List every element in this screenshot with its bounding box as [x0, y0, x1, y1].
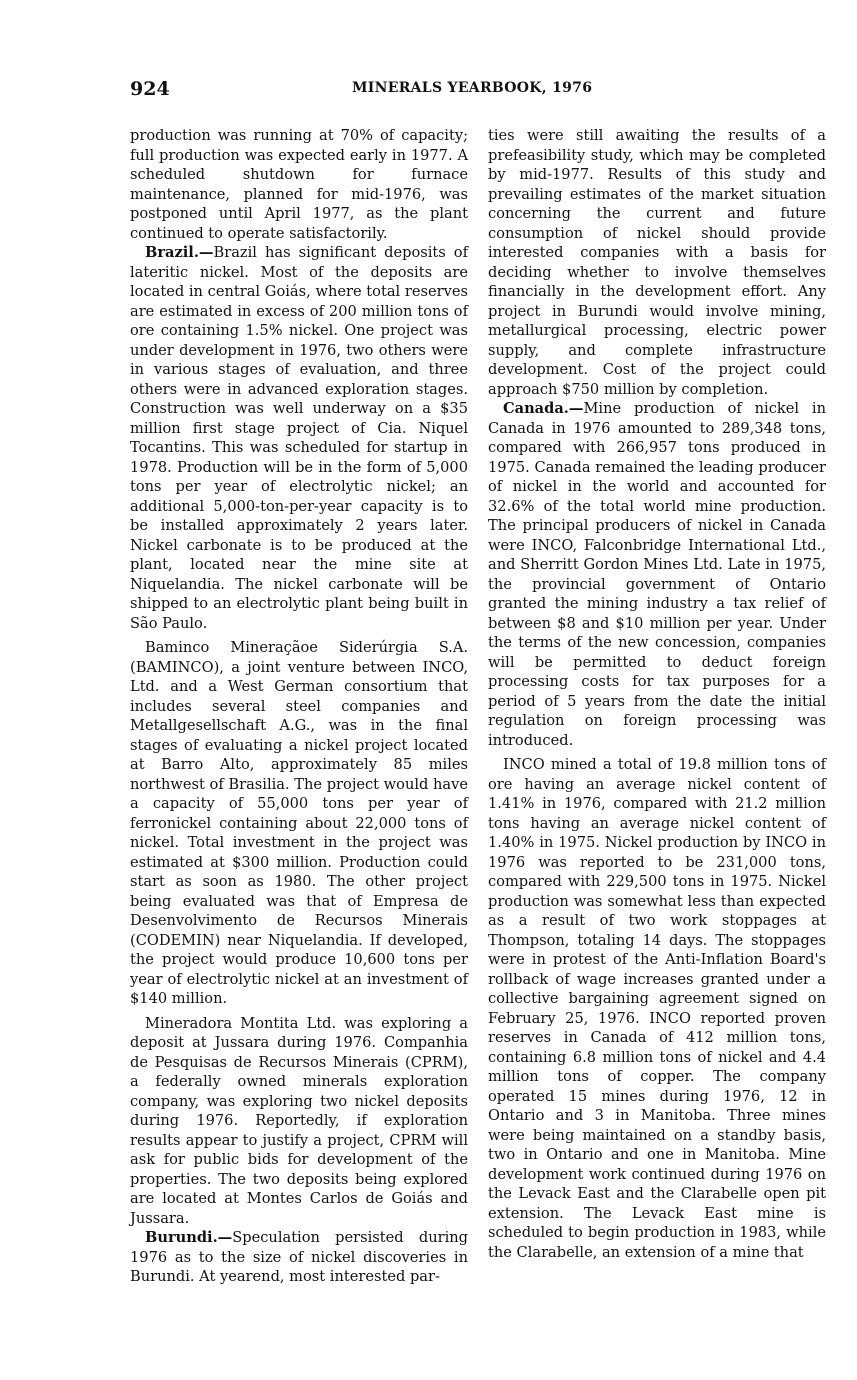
section-heading-brazil: Brazil.—	[145, 244, 214, 261]
paragraph-canada	[488, 399, 826, 750]
right-column	[488, 126, 826, 1262]
left-column	[130, 126, 468, 1287]
paragraph-baminco: Baminco Mineraçãoe Siderúrgia S.A. (BAMINCO), a joint venture between INCO, Ltd. and a West German consortium that includes several steel companies and Metallgesellschaft A.G., was in the final stages of evaluating a nickel project located at Barro Alto, approximately 85 miles northwest of Brasilia. The project would have a capacity of 55,000 tons per year of ferronickel containing about 22,000 tons of nickel. Total investment in the project was estimated at $300 million. Production could start as soon as 1980. The other project being evaluated was that of Empresa de Desenvolvimento de Recursos Minerais (CODEMIN) near Niquelandia. If developed, the project would produce 10,600 tons per year of electrolytic nickel at an investment of $140 million.	[130, 639, 468, 1007]
paragraph-mineradora: Mineradora Montita Ltd. was exploring a deposit at Jussara during 1976. Companhia de Pesquisas de Recursos Minerais (CPRM), a federally owned minerals exploration company, was exploring two nickel deposits during 1976. Reportedly, if exploration results appear to justify a project, CPRM will ask for public bids for development of the properties. The two deposits being explored are located at Montes Carlos de Goiás and Jussara.	[130, 1014, 468, 1227]
paragraph-burundi-continued: ties were still awaiting the results of a prefeasibility study, which may be completed by mid-1977. Results of this study and prevailing estimates of the market situation concerning the current and future consumption of nickel should provide interested companies with a basis for deciding whether to involve themselves financially in the development effort. Any project in Burundi would involve mining, metallurgical processing, electric power supply, and complete infrastructure development. Cost of the project could approach $750 million by completion.	[488, 127, 826, 398]
paragraph-brazil	[130, 243, 468, 633]
paragraph-burundi	[130, 1228, 468, 1287]
paragraph-continued: production was running at 70% of capacity; full production was expected early in 1977. A scheduled shutdown for furnace maintenance, planned for mid-1976, was postponed until April 1977, as the plant continued to operate satisfactorily.	[130, 127, 468, 242]
canada-text: Mine production of nickel in Canada in 1976 amounted to 289,348 tons, compared with 266,957 tons produced in 1975. Canada remained the leading producer of nickel in the world and accounted for 32.6% of the total world mine production. The principal producers of nickel in Canada were INCO, Falconbridge International Ltd., and Sherritt Gordon Mines Ltd. Late in 1975, the provincial government of Ontario granted the mining industry a tax relief of between $8 and $10 million per year. Under the terms of the new concession, companies will be permitted to deduct foreign processing costs for tax purposes for a period of 5 years from the date the initial regulation on foreign processing was introduced.	[488, 400, 826, 749]
running-head: MINERALS YEARBOOK, 1976	[352, 80, 593, 96]
brazil-text: Brazil has significant deposits of lateritic nickel. Most of the deposits are located in central Goiás, where total reserves are estimated in excess of 200 million tons of ore containing 1.5% nickel. One project was under development in 1976, two others were in various stages of evaluation, and three others were in advanced exploration stages. Construction was well underway on a $35 million first stage project of Cia. Niquel Tocantins. This was scheduled for startup in 1978. Production will be in the form of 5,000 tons per year of electrolytic nickel; an additional 5,000-ton-per-year capacity is to be installed approximately 2 years later. Nickel carbonate is to be produced at the plant, located near the mine site at Niquelandia. The nickel carbonate will be shipped to an electrolytic plant being built in São Paulo.	[130, 244, 468, 632]
section-heading-burundi: Burundi.—	[145, 1229, 233, 1246]
burundi-text: Speculation persisted during 1976 as to the size of nickel discoveries in Burundi. At yearend, most interested par-	[130, 1229, 468, 1285]
paragraph-inco: INCO mined a total of 19.8 million tons of ore having an average nickel content of 1.41% in 1976, compared with 21.2 million tons having an average nickel content of 1.40% in 1975. Nickel production by INCO in 1976 was reported to be 231,000 tons, compared with 229,500 tons in 1975. Nickel production was somewhat less than expected as a result of two work stoppages at Thompson, totaling 14 days. The stoppages were in protest of the Anti-Inflation Board's rollback of wage increases granted under a collective bargaining agreement signed on February 25, 1976. INCO reported proven reserves in Canada of 412 million tons, containing 6.8 million tons of nickel and 4.4 million tons of copper. The company operated 15 mines during 1976, 12 in Ontario and 3 in Manitoba. Three mines were being maintained on a standby basis, two in Ontario and one in Manitoba. Mine development work continued during 1976 on the Levack East and the Clarabelle open pit extension. The Levack East mine is scheduled to begin production in 1983, while the Clarabelle, an extension of a mine that	[488, 756, 826, 1261]
section-heading-canada: Canada.—	[503, 400, 584, 417]
page-number: 924	[130, 78, 170, 100]
